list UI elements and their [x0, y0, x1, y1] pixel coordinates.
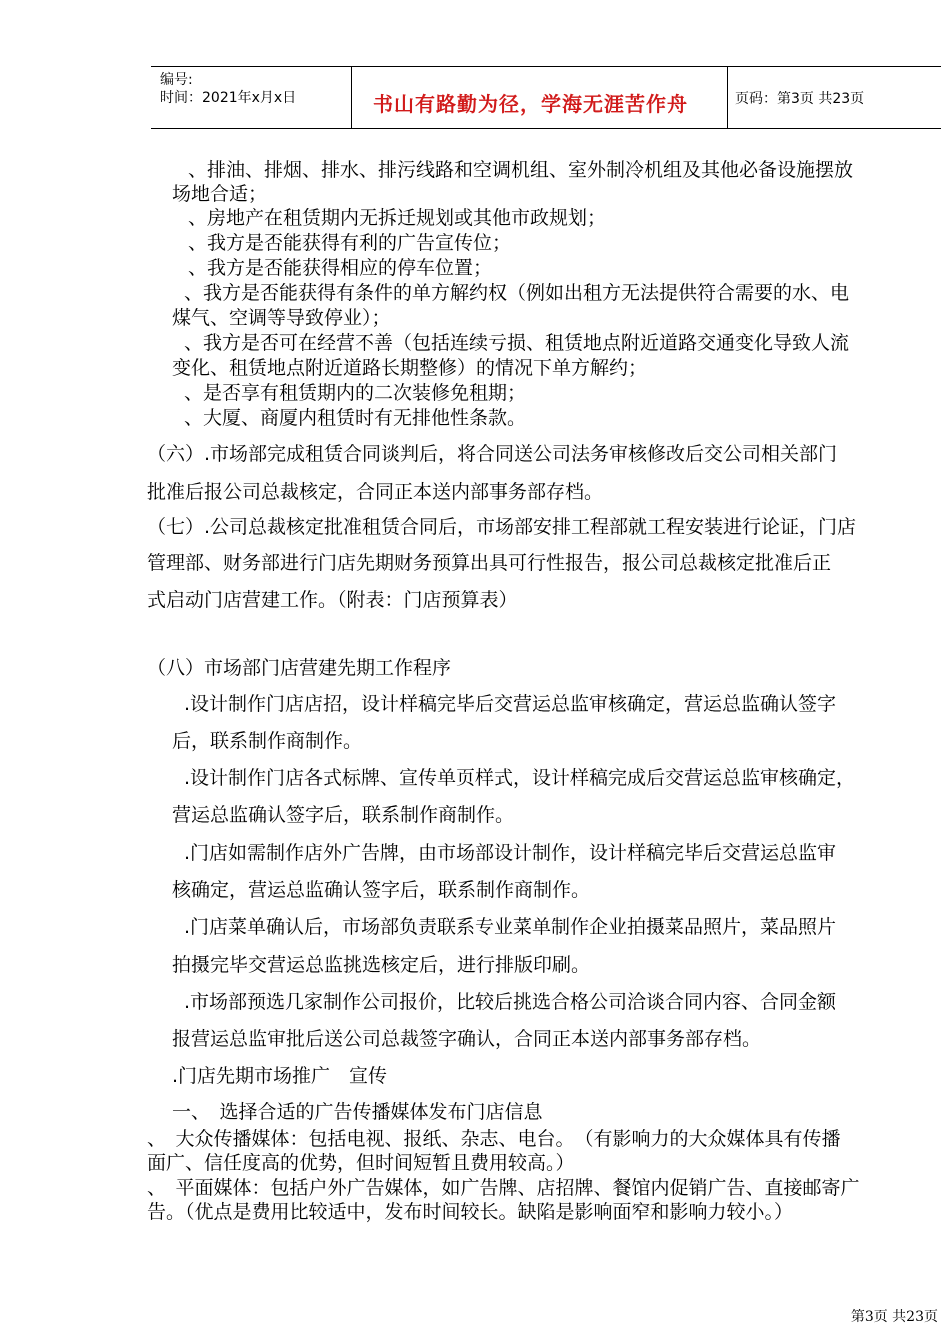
bullet-line: 、我方是否可在经营不善（包括连续亏损、租赁地点附近道路交通变化导致人流 — [184, 332, 850, 354]
promo-line: 一、 选择合适的广告传播媒体发布门店信息 — [172, 1101, 543, 1123]
header-page-info: 页码：第3页 共23页 — [735, 91, 865, 107]
bullet-line: 、房地产在租赁期内无拆迁规划或其他市政规划； — [188, 207, 607, 229]
header-time-label: 时间：2021年x月x日 — [160, 90, 297, 106]
page-header — [151, 66, 941, 129]
para-six-line: 批准后报公司总裁核定，合同正本送内部事务部存档。 — [147, 481, 604, 503]
section-eight-line: 后，联系制作商制作。 — [172, 730, 363, 752]
header-bottom-rule — [151, 128, 941, 129]
section-eight-line: .设计制作门店各式标牌、宣传单页样式，设计样稿完成后交营运总监审核确定， — [184, 767, 856, 789]
bullet-line: 变化、租赁地点附近道路长期整修）的情况下单方解约； — [172, 357, 648, 379]
bullet-line: 场地合适； — [172, 183, 268, 205]
section-eight-line: 核确定，营运总监确认签字后，联系制作商制作。 — [172, 879, 591, 901]
section-eight-title: （八）市场部门店营建先期工作程序 — [147, 657, 452, 679]
para-seven-line: 管理部、财务部进行门店先期财务预算出具可行性报告，报公司总裁核定批准后正 — [147, 552, 832, 574]
page-footer: 第3页 共23页 — [850, 1309, 938, 1325]
promo-line: 面广、信任度高的优势，但时间短暂且费用较高。） — [147, 1152, 575, 1174]
header-divider — [351, 66, 352, 129]
para-six-line: （六）.市场部完成租赁合同谈判后，将合同送公司法务审核修改后交公司相关部门 — [147, 443, 838, 465]
header-number-label: 编号: — [160, 72, 193, 88]
header-top-rule — [151, 66, 941, 67]
section-eight-line: 拍摄完毕交营运总监挑选核定后，进行排版印刷。 — [172, 954, 591, 976]
bullet-line: 、大厦、商厦内租赁时有无排他性条款。 — [184, 407, 527, 429]
para-seven-line: （七）.公司总裁核定批准租赁合同后，市场部安排工程部就工程安装进行论证，门店 — [147, 516, 857, 538]
section-eight-line: 营运总监确认签字后，联系制作商制作。 — [172, 804, 515, 826]
bullet-line: 、我方是否能获得有条件的单方解约权（例如出租方无法提供符合需要的水、电 — [184, 282, 850, 304]
promo-line: 告。（优点是费用比较适中，发布时间较长。缺陷是影响面窄和影响力较小。） — [147, 1201, 794, 1223]
section-eight-line: 报营运总监审批后送公司总裁签字确认，合同正本送内部事务部存档。 — [172, 1028, 762, 1050]
para-seven-line: 式启动门店营建工作。（附表：门店预算表） — [147, 589, 518, 611]
promo-line: 、 大众传播媒体：包括电视、报纸、杂志、电台。 （有影响力的大众媒体具有传播 — [147, 1128, 841, 1150]
section-eight-line: .门店如需制作店外广告牌，由市场部设计制作，设计样稿完毕后交营运总监审 — [184, 842, 837, 864]
section-eight-line: .门店菜单确认后，市场部负责联系专业菜单制作企业拍摄菜品照片，菜品照片 — [184, 916, 837, 938]
bullet-line: 、我方是否能获得有利的广告宣传位； — [188, 232, 512, 254]
header-motto: 书山有路勤为径，学海无涯苦作舟 — [373, 92, 688, 116]
bullet-line: 、我方是否能获得相应的停车位置； — [188, 257, 493, 279]
bullet-line: 、是否享有租赁期内的二次装修免租期； — [184, 382, 527, 404]
section-eight-line: .设计制作门店店招，设计样稿完毕后交营运总监审核确定，营运总监确认签字 — [184, 693, 837, 715]
section-eight-line: .市场部预选几家制作公司报价，比较后挑选合格公司洽谈合同内容、合同金额 — [184, 991, 837, 1013]
section-eight-line: .门店先期市场推广 宣传 — [172, 1065, 388, 1087]
bullet-line: 、排油、排烟、排水、排污线路和空调机组、室外制冷机组及其他必备设施摆放 — [188, 159, 854, 181]
bullet-line: 煤气、空调等导致停业）； — [172, 307, 391, 329]
header-divider — [727, 66, 728, 129]
promo-line: 、 平面媒体：包括户外广告媒体，如广告牌、店招牌、餐馆内促销广告、直接邮寄广 — [147, 1177, 860, 1199]
